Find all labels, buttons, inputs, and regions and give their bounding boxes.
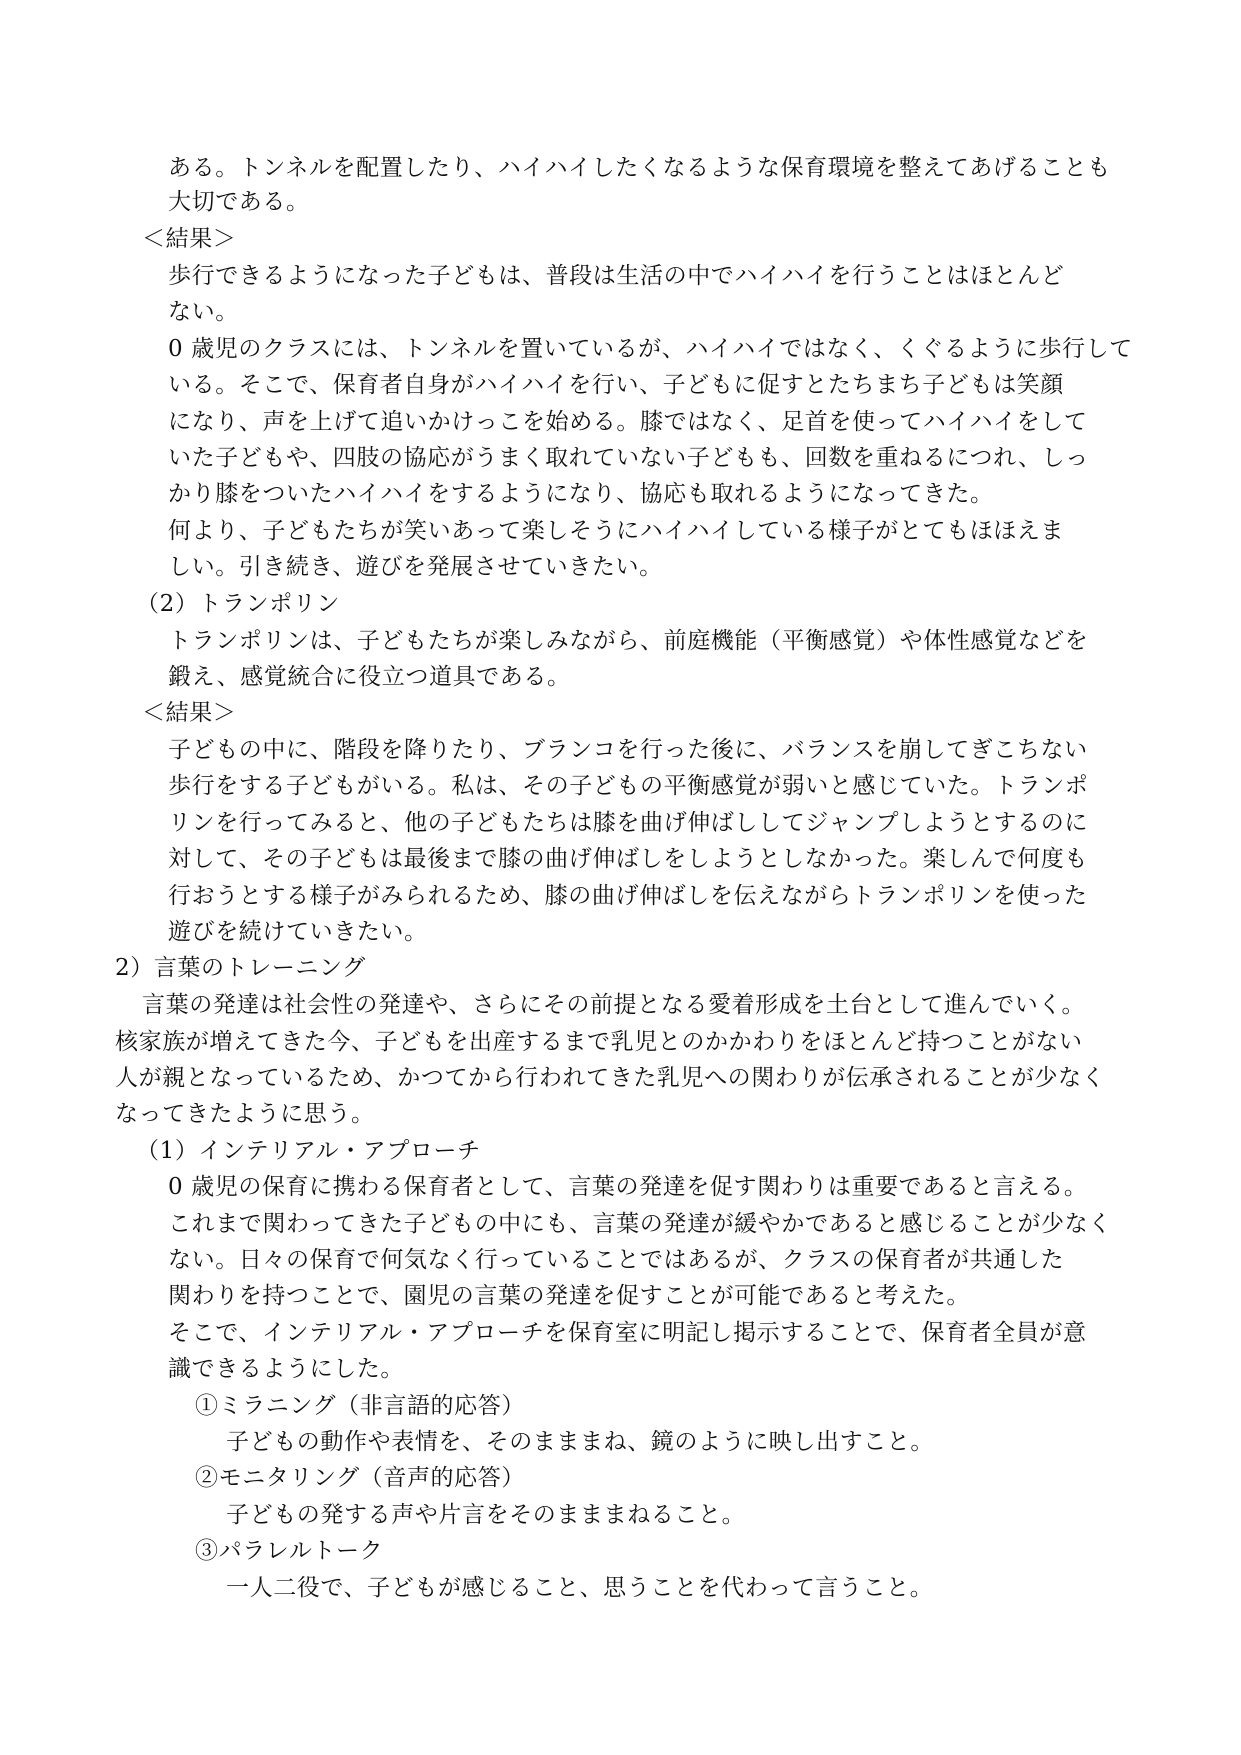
list-item-text: 子どもの動作や表情を、そのまままね、鏡のように映し出すこと。 <box>226 1429 934 1455</box>
text-line: 何より、子どもたちが笑いあって楽しそうにハイハイしている様子がとてもほほえま <box>168 518 1065 544</box>
text-line: 大切である。 <box>168 189 310 215</box>
list-item-heading: ①ミラニング（非言語的応答） <box>195 1393 525 1419</box>
text-line: かり膝をついたハイハイをするようになり、協応も取れるようになってきた。 <box>168 481 994 507</box>
list-item-text: 一人二役で、子どもが感じること、思うことを代わって言うこと。 <box>226 1575 934 1601</box>
text-line: いた子どもや、四肢の協応がうまく取れていない子どもも、回数を重ねるにつれ、しっ <box>168 445 1089 471</box>
text-line: ない。日々の保育で何気なく行っていることではあるが、クラスの保育者が共通した <box>168 1247 1065 1273</box>
text-line: になり、声を上げて追いかけっこを始める。膝ではなく、足首を使ってハイハイをして <box>168 409 1088 435</box>
section-heading: ＜結果＞ <box>142 700 237 726</box>
text-line: 言葉の発達は社会性の発達や、さらにその前提となる愛着形成を土台として進んでいく。 <box>142 992 1086 1018</box>
list-item-text: 子どもの発する声や片言をそのまままねること。 <box>226 1502 746 1528</box>
text-line: リンを行ってみると、他の子どもたちは膝を曲げ伸ばししてジャンプしようとするのに <box>168 810 1088 836</box>
text-line: 遊びを続けていきたい。 <box>168 919 428 945</box>
section-heading: 2）言葉のトレーニング <box>115 955 366 981</box>
section-heading: （1）インテリアル・アプローチ <box>136 1138 481 1164</box>
list-item-heading: ③パラレルトーク <box>195 1538 384 1564</box>
text-line: 行おうとする様子がみられるため、膝の曲げ伸ばしを伝えながらトランポリンを使った <box>168 883 1088 909</box>
section-heading: （2）トランポリン <box>136 591 341 617</box>
text-line: 核家族が増えてきた今、子どもを出産するまで乳児とのかかわりをほとんど持つことがない <box>115 1029 1083 1055</box>
text-line: いる。そこで、保育者自身がハイハイを行い、子どもに促すとたちまち子どもは笑顔 <box>168 372 1064 398</box>
section-heading: ＜結果＞ <box>142 226 237 252</box>
list-item-heading: ②モニタリング（音声的応答） <box>195 1465 525 1491</box>
text-line: 子どもの中に、階段を降りたり、ブランコを行った後に、バランスを崩してぎこちない <box>168 737 1088 763</box>
text-line: 歩行をする子どもがいる。私は、その子どもの平衡感覚が弱いと感じていた。トランポ <box>168 773 1089 799</box>
text-line: しい。引き続き、遊びを発展させていきたい。 <box>168 554 663 580</box>
text-line: ない。 <box>168 299 239 325</box>
text-line: 人が親となっているため、かつてから行われてきた乳児への関わりが伝承されることが少なく <box>115 1065 1106 1091</box>
text-line: 歩行できるようになった子どもは、普段は生活の中でハイハイを行うことはほとんど <box>168 263 1065 289</box>
text-line: 0 歳児の保育に携わる保育者として、言葉の発達を促す関わりは重要であると言える。 <box>168 1174 1088 1200</box>
text-line: これまで関わってきた子どもの中にも、言葉の発達が緩やかであると感じることが少なく <box>168 1211 1112 1237</box>
text-line: そこで、インテリアル・アプローチを保育室に明記し掲示することで、保育者全員が意 <box>168 1320 1087 1346</box>
text-line: なってきたように思う。 <box>115 1101 375 1127</box>
text-line: 0 歳児のクラスには、トンネルを置いているが、ハイハイではなく、くぐるように歩行して <box>168 336 1133 362</box>
text-line: トランポリンは、子どもたちが楽しみながら、前庭機能（平衡感覚）や体性感覚などを <box>168 628 1089 654</box>
text-line: 識できるようにした。 <box>168 1356 404 1382</box>
text-line: 鍛え、感覚統合に役立つ道具である。 <box>168 664 571 690</box>
text-line: 関わりを持つことで、園児の言葉の発達を促すことが可能であると考えた。 <box>168 1283 970 1309</box>
text-line: 対して、その子どもは最後まで膝の曲げ伸ばしをしようとしなかった。楽しんで何度も <box>168 846 1088 872</box>
text-line: ある。トンネルを配置したり、ハイハイしたくなるような保育環境を整えてあげることも <box>168 155 1111 181</box>
